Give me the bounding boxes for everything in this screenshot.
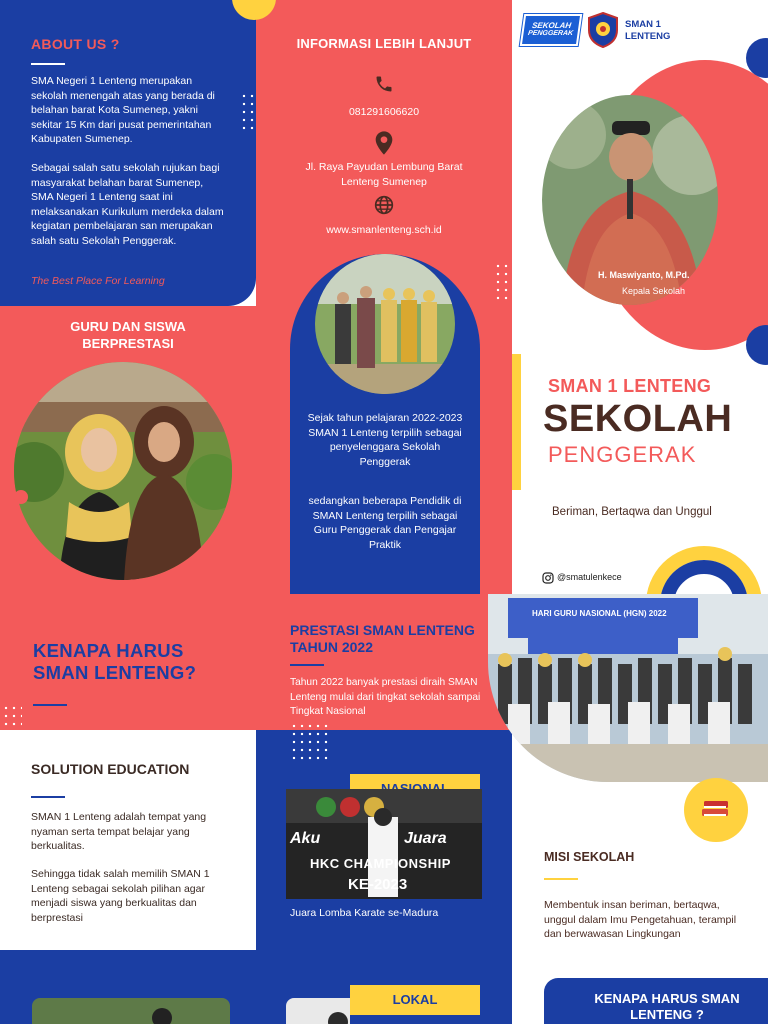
logo-text-1: SEKOLAH [531,21,572,30]
phone-number[interactable]: 081291606620 [348,106,420,118]
group-photo [315,254,455,394]
cover-title-2: PENGGERAK [548,442,697,467]
location-icon [374,131,394,155]
banner-text-a: Aku [290,830,321,847]
kenapa-heading: KENAPA HARUS SMAN LENTENG? [33,640,197,683]
misi-text: Membentuk insan beriman, bertaqwa, unggul dalam Imu Pengetahuan, terampil dan berwawasan Lingkungan [544,899,737,940]
about-paragraph-1: SMA Negeri 1 Lenteng merupakan sekolah menengah atas yang berada di belahan barat Kota Sumenep, yakni sekitar 15 Km dari pusat pemerintahan Kabupaten Sumenep. [31,75,215,145]
solution-paragraph-2: Sehingga tidak salah memilih SMAN 1 Lenteng sebagai sekolah pilihan agar menjadi siswa yang berkualitas dan berprestasi [31,868,210,924]
address-text: Jl. Raya Payudan Lembung Barat Lenteng Sumenep [305,161,463,188]
bottom-photo-1 [32,998,230,1024]
about-paragraph-2: Sebagai salah satu sekolah rujukan bagi masyarakat belahan barat Sumenep, SMA Negeri 1 Lenteng saat ini melaksanakan Kurikulum merdeka dalam kegiatan pembelajaran san merupakan salah satu Sekolah Penggerak. [31,162,224,247]
solution-underline [31,796,65,798]
dots-decoration-4 [290,722,330,762]
instagram-icon [542,571,554,583]
kenapa-underline [33,704,67,706]
lokal-label: LOKAL [350,985,480,1015]
solution-heading: SOLUTION EDUCATION [31,761,190,777]
penggerak-paragraph-2: sedangkan beberapa Pendidik di SMAN Lenteng terpilih sebagai Guru Penggerak dan Pengajar Praktik [308,495,462,551]
school-crest-icon [587,12,619,48]
hgn-photo [488,594,768,782]
principal-name: H. Maswiyanto, M.Pd. [598,270,690,280]
school-name-2: LENTENG [625,31,671,42]
website-link[interactable]: www.smanlenteng.sch.id [326,224,442,236]
banner-text-b: Juara [404,830,447,847]
penggerak-paragraph-1: Sejak tahun pelajaran 2022-2023 SMAN 1 Lenteng terpilih sebagai penyelenggara Sekolah Penggerak [307,412,463,468]
phone-icon [374,74,394,94]
banner-text-d: KE-2023 [348,876,408,893]
cover-title: SEKOLAH [543,398,733,440]
misi-heading: MISI SEKOLAH [544,850,635,864]
accent-bar [512,354,521,490]
misi-underline [544,878,578,880]
logo-text-2: PENGGERAK [527,30,574,37]
guru-heading: GURU DAN SISWA BERPRESTASI [70,319,186,351]
info-heading: INFORMASI LEBIH LANJUT [296,36,472,51]
kenapa-card-heading: KENAPA HARUS SMAN LENTENG ? [594,991,740,1022]
dots-decoration-2 [2,704,22,728]
book-icon [684,778,748,842]
karate-caption: Juara Lomba Karate se-Madura [290,907,439,919]
guru-photo [14,362,232,580]
prestasi-heading: PRESTASI SMAN LENTENG TAHUN 2022 [290,622,475,655]
prestasi-underline [290,664,324,666]
instagram-handle[interactable]: @smatulenkece [557,572,622,582]
hgn-banner-text: HARI GURU NASIONAL (HGN) 2022 [532,609,667,618]
about-underline [31,63,65,65]
about-heading: ABOUT US ? [31,36,120,52]
red-dot [14,490,28,504]
prestasi-text: Tahun 2022 banyak prestasi diraih SMAN Lenteng mulai dari tingkat sekolah sampai Tingkat Nasional [290,677,481,717]
school-name-1: SMAN 1 [625,19,661,30]
principal-role: Kepala Sekolah [622,286,686,296]
bottom-photo-2 [286,998,350,1024]
cover-subtitle: SMAN 1 LENTENG [548,376,712,396]
globe-icon [374,195,394,215]
banner-text-c: HKC CHAMPIONSHIP [310,856,451,871]
sekolah-penggerak-logo [520,14,582,46]
cover-motto: Beriman, Bertaqwa dan Unggul [552,506,712,518]
solution-paragraph-1: SMAN 1 Lenteng adalah tempat yang nyaman serta tempat belajar yang berkualitas. [31,811,207,852]
about-tagline: The Best Place For Learning [31,275,165,287]
